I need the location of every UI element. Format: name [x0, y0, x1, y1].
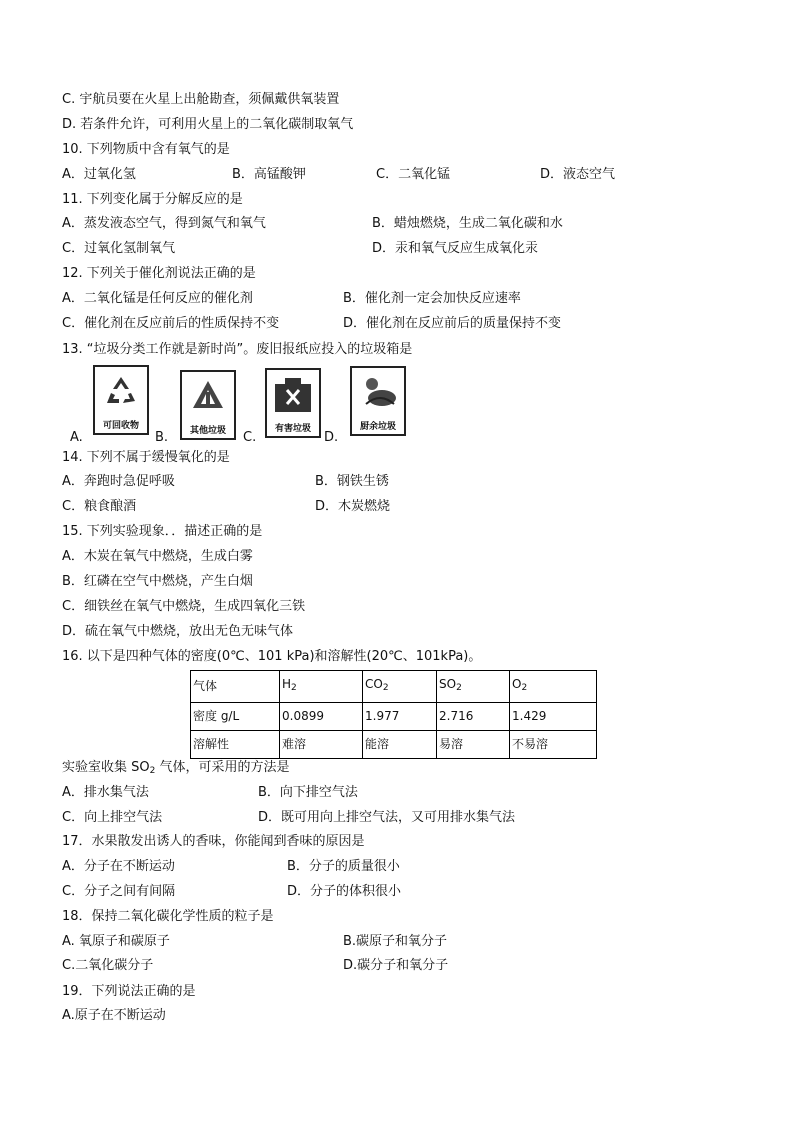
q9-option-d: D. 若条件允许，可利用火星上的二氧化碳制取氧气	[62, 117, 354, 132]
q13-label-b: B.	[155, 430, 169, 445]
q15-option-b: B．红磷在空气中燃烧，产生白烟	[62, 574, 253, 589]
q12-option-b: B．催化剂一定会加快反应速率	[343, 291, 521, 306]
hazardous-caption: 有害垃圾	[274, 424, 311, 434]
q16-option-b: B．向下排空气法	[258, 785, 358, 800]
table-cell: 气体	[191, 671, 280, 703]
q17-option-d: D．分子的体积很小	[287, 884, 402, 899]
question-12: 12. 下列关于催化剂说法正确的是	[62, 266, 256, 281]
question-17: 17．水果散发出诱人的香味，你能闻到香味的原因是	[62, 834, 365, 849]
q14-option-b: B．钢铁生锈	[315, 474, 389, 489]
q10-option-c: C．二氧化锰	[376, 167, 451, 182]
table-cell: $O_2$	[510, 671, 597, 703]
kitchen-waste-icon	[360, 374, 400, 410]
hazardous-icon	[275, 376, 311, 412]
q12-option-c: C．催化剂在反应前后的性质保持不变	[62, 316, 280, 331]
q11-option-b: B．蜡烛燃烧，生成二氧化碳和水	[372, 216, 563, 231]
question-18: 18．保持二氧化碳化学性质的粒子是	[62, 909, 274, 924]
recyclable-bin-image	[93, 365, 149, 435]
q13-label-c: C.	[243, 430, 257, 445]
q18-option-c: C.二氧化碳分子	[62, 958, 154, 973]
table-cell: $H_2$	[280, 671, 363, 703]
table-row-solubility	[191, 731, 597, 759]
hazardous-bin-image	[265, 368, 321, 438]
table-cell: 0.0899	[280, 703, 363, 731]
table-cell: $CO_2$	[363, 671, 437, 703]
question-11: 11. 下列变化属于分解反应的是	[62, 192, 243, 207]
q16-option-c: C．向上排空气法	[62, 810, 163, 825]
q14-option-c: C．粮食酿酒	[62, 499, 137, 514]
question-19: 19．下列说法正确的是	[62, 984, 196, 999]
q12-option-d: D．催化剂在反应前后的质量保持不变	[343, 316, 562, 331]
q11-option-d: D．汞和氧气反应生成氧化汞	[372, 241, 539, 256]
table-cell: 难溶	[280, 731, 363, 759]
q12-option-a: A．二氧化锰是任何反应的催化剂	[62, 291, 253, 306]
q19-option-a: A.原子在不断运动	[62, 1008, 166, 1023]
question-15: 15. 下列实验现象．．描述正确的是	[62, 524, 263, 539]
q15-option-c: C．细铁丝在氧气中燃烧，生成四氧化三铁	[62, 599, 306, 614]
q17-option-a: A．分子在不断运动	[62, 859, 175, 874]
q13-label-d: D.	[324, 430, 339, 445]
question-14: 14. 下列不属于缓慢氧化的是	[62, 450, 230, 465]
other-waste-caption: 其他垃圾	[189, 426, 226, 436]
kitchen-waste-bin-image	[350, 366, 406, 436]
q10-option-a: A．过氧化氢	[62, 167, 136, 182]
table-cell: 2.716	[437, 703, 510, 731]
question-16: 16. 以下是四种气体的密度(0℃、101 kPa)和溶解性(20℃、101kPa)。	[62, 649, 482, 664]
q16-option-a: A．排水集气法	[62, 785, 149, 800]
other-waste-icon	[190, 378, 226, 414]
q14-option-d: D．木炭燃烧	[315, 499, 391, 514]
table-cell: 1.977	[363, 703, 437, 731]
table-cell: 溶解性	[191, 731, 280, 759]
q17-option-b: B．分子的质量很小	[287, 859, 400, 874]
q18-option-a: A. 氧原子和碳原子	[62, 934, 170, 949]
recycle-icon	[103, 373, 139, 409]
table-cell: 易溶	[437, 731, 510, 759]
q13-label-a: A.	[70, 430, 83, 445]
kitchen-waste-caption: 厨余垃圾	[359, 422, 396, 432]
gas-properties-table	[190, 670, 597, 759]
q11-option-c: C．过氧化氢制氧气	[62, 241, 176, 256]
q17-option-c: C．分子之间有间隔	[62, 884, 176, 899]
table-cell: $SO_2$	[437, 671, 510, 703]
q10-option-d: D．液态空气	[540, 167, 616, 182]
other-waste-bin-image	[180, 370, 236, 440]
q9-option-c: C. 宇航员要在火星上出舱勘查，须佩戴供氧装置	[62, 92, 340, 107]
question-13: 13. “垃圾分类工作就是新时尚”。废旧报纸应投入的垃圾箱是	[62, 342, 413, 357]
table-cell: 能溶	[363, 731, 437, 759]
q18-option-d: D.碳分子和氧分子	[343, 958, 449, 973]
q11-option-a: A．蒸发液态空气，得到氮气和氧气	[62, 216, 266, 231]
table-cell: 密度 g/L	[191, 703, 280, 731]
q15-option-a: A．木炭在氧气中燃烧，生成白雾	[62, 549, 253, 564]
table-row-density	[191, 703, 597, 731]
q16-option-d: D．既可用向上排空气法，又可用排水集气法	[258, 810, 516, 825]
q10-option-b: B．高锰酸钾	[232, 167, 306, 182]
q18-option-b: B.碳原子和氧分子	[343, 934, 448, 949]
q16-collect-question: 实验室收集 $SO_2$ 气体，可采用的方法是	[62, 760, 290, 776]
table-cell: 不易溶	[510, 731, 597, 759]
recyclable-caption: 可回收物	[102, 421, 139, 431]
table-cell: 1.429	[510, 703, 597, 731]
question-10: 10. 下列物质中含有氧气的是	[62, 142, 230, 157]
q15-option-d: D．硫在氧气中燃烧，放出无色无味气体	[62, 624, 294, 639]
q14-option-a: A．奔跑时急促呼吸	[62, 474, 175, 489]
table-row-header	[191, 671, 597, 703]
